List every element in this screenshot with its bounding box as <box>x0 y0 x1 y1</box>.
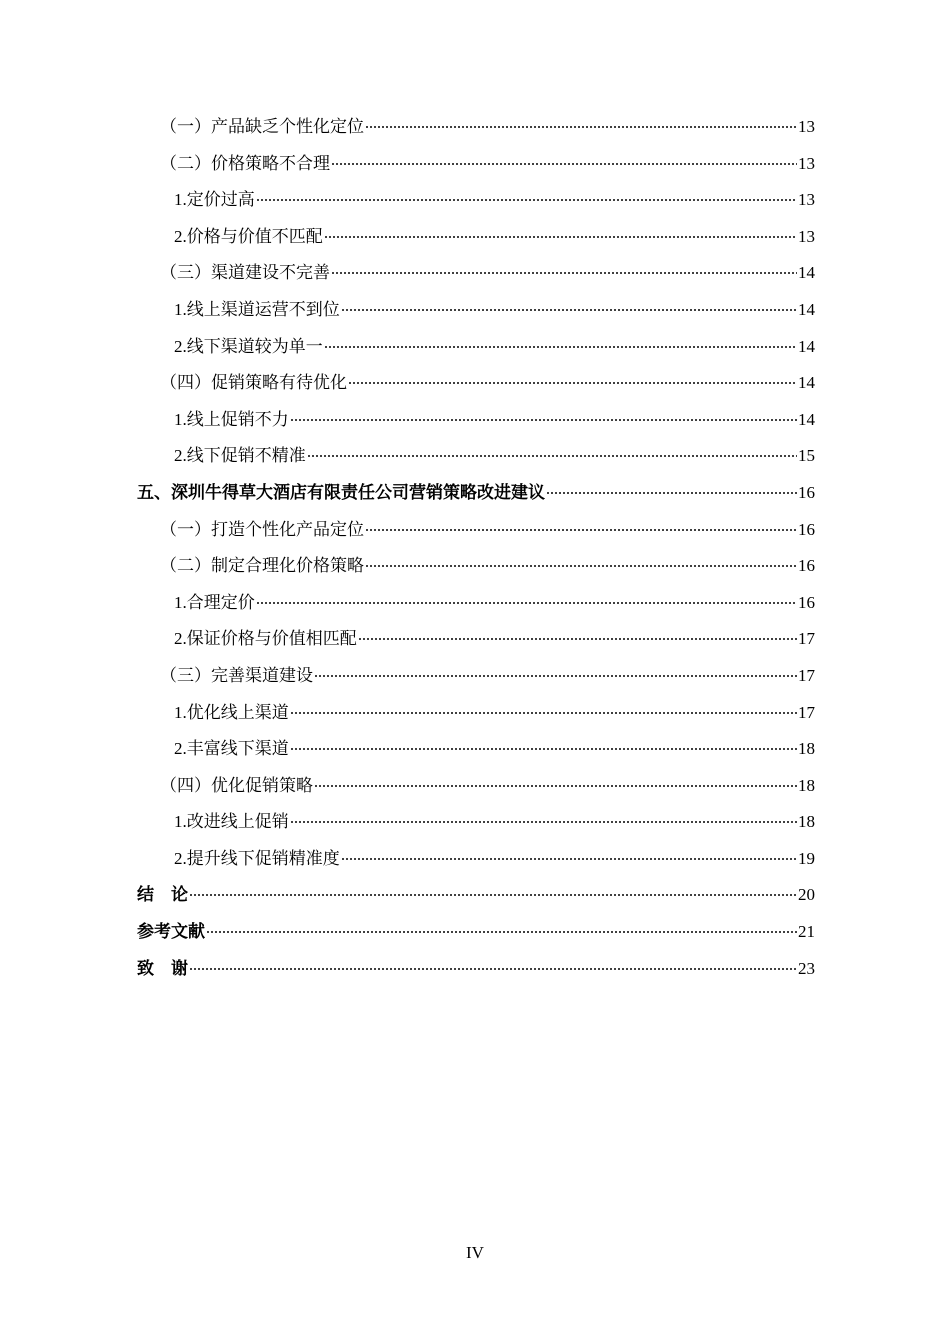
toc-entry-page-number: 18 <box>798 812 815 832</box>
toc-entry-page-number: 20 <box>798 885 815 905</box>
toc-entry[interactable] <box>137 731 815 768</box>
toc-entry-title: （一）产品缺乏个性化定位 <box>160 117 364 136</box>
toc-entry-title: （四）优化促销策略 <box>160 775 313 795</box>
toc-entry-page-number: 13 <box>798 226 815 246</box>
toc-entry[interactable] <box>137 402 815 439</box>
toc-entry-title: 致 谢 <box>137 958 188 978</box>
toc-entry-title: 1.线上促销不力 <box>174 409 289 429</box>
toc-entry-title: 2.线下渠道较为单一 <box>174 336 323 356</box>
toc-entry-title: 2.线下促销不精准 <box>174 446 306 466</box>
toc-entry-page-number: 13 <box>798 190 815 210</box>
dot-leader <box>365 126 797 128</box>
toc-entry-page-number: 13 <box>798 153 815 173</box>
dot-leader <box>331 272 797 274</box>
toc-entry-page-number: 19 <box>798 848 815 868</box>
dot-leader <box>331 163 797 165</box>
toc-entry[interactable] <box>137 841 815 878</box>
dot-leader <box>206 931 797 933</box>
toc-entry[interactable] <box>137 548 815 585</box>
toc-entry-page-number: 16 <box>798 519 815 539</box>
toc-entry[interactable] <box>137 438 815 475</box>
toc-entry-page-number: 14 <box>798 336 815 356</box>
toc-entry-page-number: 23 <box>798 958 815 978</box>
dot-leader <box>348 382 797 384</box>
toc-entry[interactable] <box>137 255 815 292</box>
toc-entry-title: 2.提升线下促销精准度 <box>174 848 340 868</box>
dot-leader <box>324 236 797 238</box>
dot-leader <box>341 309 797 311</box>
toc-entry-page-number: 18 <box>798 739 815 759</box>
toc-entry-title: （三）完善渠道建设 <box>160 665 313 685</box>
toc-entry-page-number: 14 <box>798 299 815 319</box>
dot-leader <box>290 821 797 823</box>
toc-entry[interactable] <box>137 475 815 512</box>
toc-entry-page-number: 18 <box>798 775 815 795</box>
dot-leader <box>314 675 797 677</box>
toc-entry[interactable] <box>137 695 815 732</box>
toc-entry-title: （四）促销策略有待优化 <box>160 373 347 393</box>
toc-entry-title: 2.保证价格与价值相匹配 <box>174 629 357 649</box>
dot-leader <box>256 602 797 604</box>
toc-entry-title: 1.合理定价 <box>174 592 255 612</box>
dot-leader <box>290 748 797 750</box>
toc-entry-title: 2.价格与价值不匹配 <box>174 226 323 246</box>
toc-entry-title: 1.改进线上促销 <box>174 812 289 832</box>
toc-entry-page-number: 16 <box>798 482 815 502</box>
toc-entry[interactable] <box>137 182 815 219</box>
toc-entry-page-number: 15 <box>798 446 815 466</box>
toc-entry-page-number: 16 <box>798 592 815 612</box>
toc-entry-title: （三）渠道建设不完善 <box>160 263 330 283</box>
toc-entry-page-number: 16 <box>798 556 815 576</box>
toc-entry-title: 1.线上渠道运营不到位 <box>174 299 340 319</box>
dot-leader <box>307 455 797 457</box>
toc-entry-page-number: 17 <box>798 702 815 722</box>
toc-entry[interactable] <box>137 877 815 914</box>
dot-leader <box>189 894 797 896</box>
toc-entry[interactable] <box>137 329 815 366</box>
dot-leader <box>256 199 797 201</box>
toc-entry[interactable] <box>137 512 815 549</box>
toc-entry[interactable] <box>137 146 815 183</box>
dot-leader <box>365 529 797 531</box>
dot-leader <box>358 638 797 640</box>
dot-leader <box>341 858 797 860</box>
toc-entry[interactable] <box>137 585 815 622</box>
toc-entry-title: （一）打造个性化产品定位 <box>160 519 364 539</box>
toc-entry-title: 结 论 <box>137 885 188 905</box>
toc-entry-title: 1.定价过高 <box>174 190 255 210</box>
toc-entry-title: 参考文献 <box>137 922 205 942</box>
toc-entry-page-number: 14 <box>798 373 815 393</box>
toc-entry[interactable] <box>137 292 815 329</box>
toc-entry-title: 2.丰富线下渠道 <box>174 739 289 759</box>
toc-entry[interactable] <box>137 365 815 402</box>
toc-entry[interactable] <box>137 768 815 805</box>
dot-leader <box>324 346 797 348</box>
toc-entry[interactable] <box>137 109 815 146</box>
dot-leader <box>314 785 797 787</box>
dot-leader <box>189 968 797 970</box>
toc-entry[interactable] <box>137 804 815 841</box>
page-number-footer: IV <box>466 1243 484 1262</box>
dot-leader <box>365 565 797 567</box>
toc-entry[interactable] <box>137 951 815 988</box>
toc-entry-title: 五、深圳牛得草大酒店有限责任公司营销策略改进建议 <box>137 482 545 502</box>
toc-entry[interactable] <box>137 219 815 256</box>
toc-entry-page-number: 17 <box>798 629 815 649</box>
toc-entry-page-number: 14 <box>798 409 815 429</box>
toc-entry[interactable] <box>137 621 815 658</box>
dot-leader <box>546 492 797 494</box>
dot-leader <box>290 712 797 714</box>
toc-entry-page-number: 21 <box>798 922 815 942</box>
toc-entry-title: （二）制定合理化价格策略 <box>160 556 364 576</box>
toc-entry-title: （二）价格策略不合理 <box>160 153 330 173</box>
toc-entry[interactable] <box>137 914 815 951</box>
toc-entry[interactable] <box>137 658 815 695</box>
toc-entry-page-number: 17 <box>798 665 815 685</box>
toc-entry-title: 1.优化线上渠道 <box>174 702 289 722</box>
toc-entry-page-number: 14 <box>798 263 815 283</box>
dot-leader <box>290 419 797 421</box>
toc-entry-page-number: 13 <box>798 117 815 136</box>
table-of-contents <box>137 109 815 987</box>
